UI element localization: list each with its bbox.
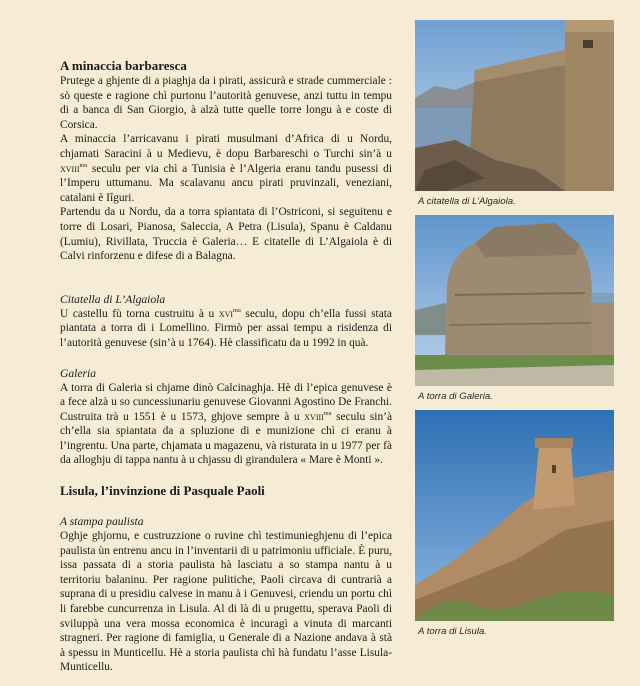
caption-lisula: A torra di Lisula. (418, 626, 487, 637)
paragraph: A minaccia l’arricavanu i pirati musulmani d’Africa di u Nordu, chjamati Saracini à u Medievu, è dopu Barbareschi o Turchi sin’à u xviii$^{mu}$ seculu per via chì a Tunisia è l’Algeria eranu tandu pusessi di l’Imperu uttumanu. Ma scalavanu ancu pirati pruvinzali, veneziani, catalani è Iîguri. (60, 133, 392, 204)
photo-algaiola (415, 20, 614, 191)
section-title-algaiola: Citatella di L’Algaiola (60, 292, 166, 306)
photo-galeria (415, 215, 614, 386)
section-title-minaccia: A minaccia barbaresca (60, 58, 187, 73)
photo-lisula (415, 410, 614, 621)
paragraph: Oghje ghjornu, e custruzzione o ruvine chì testimunieghjenu di l’epica paulista ùn entrenu ancu in l’inventarii di u patrimoniu ufficiale. È puru, issa passata di a storia paulista hà lasciatu a so stampa nantu à u territoriu balaninu. Per ragione pulitiche, Paoli circava di cuntrarià a suprana di u presidiu calvese in manu à i Genuvesi, criendu un portu chì li farebbe cuncurrenza in Lisula. Al di là di u prugettu, sperava Paoli di sviluppà una vera mossa economica è incuragì a vinuta di marcanti stragneri. Per ragione di famiglia, u Generale di a Nazione andava à stà à spessu in Munticellu. Hè a storia paulista chì hà fundatu l’asse Lisula-Munticellu. (60, 530, 392, 674)
section-title-stampa: A stampa paulista (60, 515, 144, 529)
section-title-lisula: Lisula, l’invinzione di Pasquale Paoli (60, 483, 265, 499)
section-title-galeria: Galeria (60, 366, 97, 380)
caption-galeria: A torra di Galeria. (418, 391, 493, 402)
paragraph: Prutege a ghjente di a piaghja da i pirati, assicurà e strade cummerciale : sò queste e ragione chì purtonu l’autorità genuvese, anzi tuttu in tempu di a banca di San Giorgio, à alzà tutte quelle torre longu à e coste di Corsica. (60, 75, 392, 131)
paragraph: A torra di Galeria si chjame dinò Calcinaghja. Hè di l’epica genuvese è a fece alzà u so cuncessiunariu genuvese Giovanni Agostino De Franchi. Custruita trà u 1551 è u 1573, ghjove sempre à u xviii$^{mu}$ seculu sin’à ch’ella sia spiantata da a spluzione di e munizione chì ci eranu à l’ingrentu. Una parte, chjamata u magazenu, và risturata in u 1977 per fà da alloghju di tappa nantu à u chjassu di girandulera « Mare è Monti ». (60, 381, 392, 467)
caption-algaiola: A citatella di L’Algaiola. (418, 196, 516, 207)
article-text (60, 58, 392, 675)
paragraph: U castellu fù torna custruitu à u xvi$^{mu}$ seculu, dopu ch’ella fussi stata piantata a torra di i Lomellino. Firmò per assai tempu a risidenza di l’autorità genuvese (sin’à u 1764). Hè classificatu da u 1992 in quà. (60, 307, 392, 349)
paragraph: Partendu da u Nordu, da a torra spiantata di l’Ostriconi, si seguitenu e torre di Losari, Pianosa, Saleccia, A Petra (Lisula), Spanu è Caldanu (Lumiu), Rivillata, Truccia è Galeria… E citatelle di L’Algaiola è di Calvi rinforzenu e difese di a Balagna. (60, 206, 392, 263)
